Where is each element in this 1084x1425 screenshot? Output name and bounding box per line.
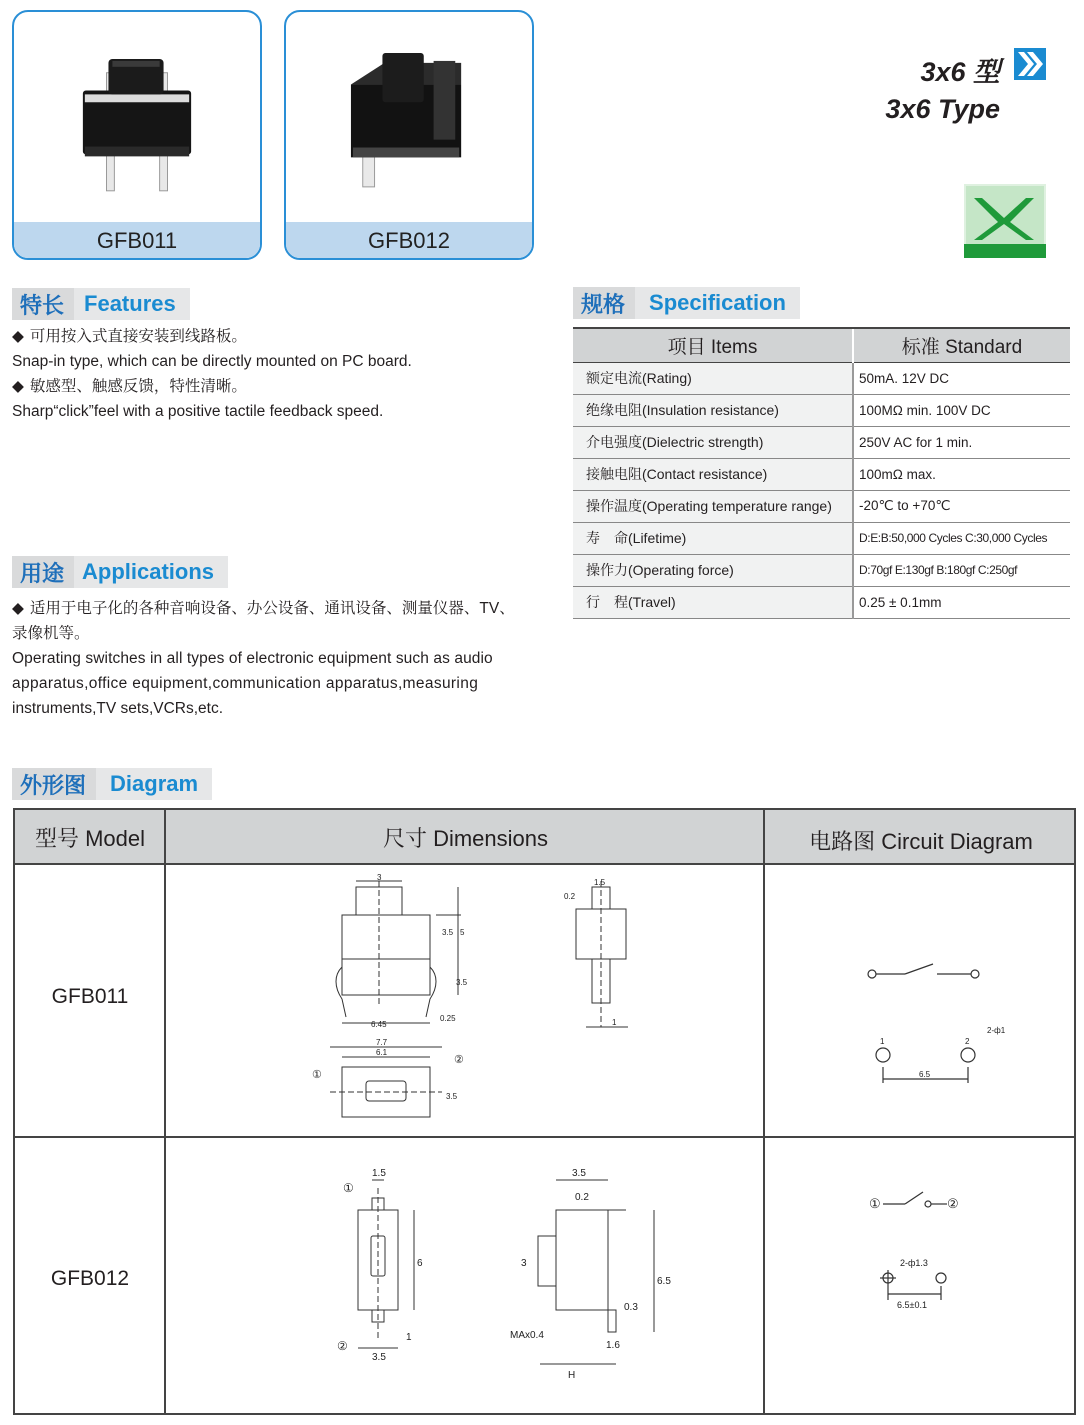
features-list bbox=[12, 324, 552, 424]
dim-label: 0.2 bbox=[575, 1192, 589, 1203]
pin-label: ② bbox=[337, 1339, 348, 1353]
table-row bbox=[573, 458, 1070, 490]
dim-label: 3.5 bbox=[442, 928, 454, 937]
dim-label: 3.5 bbox=[372, 1352, 386, 1363]
gfb012-caption: GFB012 bbox=[286, 222, 532, 258]
spec-value: 50mA. 12V DC bbox=[853, 362, 1070, 394]
circuit-label: 2-ф1 bbox=[987, 1026, 1006, 1035]
spec-value: D:70gf E:130gf B:180gf C:250gf bbox=[853, 554, 1070, 586]
spec-item: 操作温度(Operating temperature range) bbox=[573, 490, 853, 522]
dim-label: 0.3 bbox=[624, 1302, 638, 1313]
spec-heading-en: Specification bbox=[649, 290, 786, 315]
feature-2-zh: 敏感型、触感反馈，特性清晰。 bbox=[29, 378, 247, 395]
diagram-heading bbox=[12, 768, 212, 800]
table-row bbox=[573, 522, 1070, 554]
diagram-col-circuit: 电路图 Circuit Diagram bbox=[809, 829, 1033, 854]
dim-label: 0.2 bbox=[564, 892, 576, 901]
circuit-label: 1 bbox=[880, 1037, 885, 1046]
gfb012-photo bbox=[286, 12, 532, 224]
dim-label: 3.5 bbox=[456, 978, 468, 987]
feature-1-en: Snap-in type, which can be directly mounted on PC board. bbox=[12, 353, 412, 370]
dim-label: 1 bbox=[406, 1332, 412, 1343]
diamond-bullet-icon: ◆ bbox=[12, 378, 24, 395]
spec-heading-zh: 规格 bbox=[581, 291, 626, 317]
type-title-zh: 3x6 型 bbox=[920, 57, 1000, 87]
gfb012-dimension-drawing bbox=[166, 1138, 763, 1413]
gfb011-caption: GFB011 bbox=[14, 222, 260, 258]
table-row bbox=[573, 394, 1070, 426]
gfb011-circuit-diagram bbox=[765, 867, 1075, 1135]
gfb011-photo bbox=[14, 12, 260, 224]
diagram-heading-zh: 外形图 bbox=[20, 772, 87, 798]
spec-item: 绝缘电阻(Insulation resistance) bbox=[573, 394, 853, 426]
app-en-3: instruments,TV sets,VCRs,etc. bbox=[12, 700, 224, 717]
diagram-table bbox=[13, 808, 1076, 1415]
applications-heading bbox=[12, 556, 228, 588]
spec-item: 寿 命(Lifetime) bbox=[573, 522, 853, 554]
dim-label: 1.6 bbox=[606, 1340, 620, 1351]
feature-1-zh: 可用按入式直接安装到线路板。 bbox=[29, 328, 247, 345]
gfb011-dimension-drawing bbox=[166, 867, 763, 1135]
diagram-col-dimensions: 尺寸 Dimensions bbox=[382, 826, 549, 851]
pin-label: ① bbox=[312, 1069, 322, 1081]
app-zh-2: 录像机等。 bbox=[12, 625, 90, 642]
app-zh-1: 适用于电子化的各种音响设备、办公设备、通讯设备、测量仪器、TV、 bbox=[29, 600, 515, 617]
dim-label: H bbox=[568, 1370, 576, 1381]
table-row bbox=[573, 554, 1070, 586]
gfb012-circuit-diagram bbox=[765, 1138, 1075, 1413]
circuit-label: ② bbox=[947, 1196, 959, 1211]
double-chevron-right-icon bbox=[1014, 48, 1046, 80]
pin-label: ① bbox=[343, 1181, 354, 1195]
spec-item: 接触电阻(Contact resistance) bbox=[573, 458, 853, 490]
applications-heading-en: Applications bbox=[82, 559, 215, 584]
dim-label: MAx0.4 bbox=[510, 1330, 544, 1341]
features-heading-en: Features bbox=[84, 291, 176, 316]
spec-value: -20℃ to +70℃ bbox=[853, 490, 1070, 522]
specification-heading bbox=[573, 287, 800, 319]
spec-item: 操作力(Operating force) bbox=[573, 554, 853, 586]
table-row bbox=[573, 426, 1070, 458]
circuit-label: 6.5 bbox=[919, 1070, 931, 1079]
table-row bbox=[573, 490, 1070, 522]
pin-label: ② bbox=[454, 1054, 464, 1066]
spec-col-standard: 标准 Standard bbox=[853, 328, 1070, 362]
product-card-gfb011 bbox=[12, 10, 262, 260]
circuit-label: 2-ф1.3 bbox=[900, 1258, 928, 1268]
applications-heading-zh: 用途 bbox=[20, 560, 65, 586]
spec-value: 100MΩ min. 100V DC bbox=[853, 394, 1070, 426]
circuit-label: ① bbox=[869, 1196, 881, 1211]
dim-label: 3 bbox=[377, 873, 382, 882]
table-row bbox=[573, 586, 1070, 618]
app-en-2: apparatus,office equipment,communication apparatus,measuring bbox=[12, 675, 479, 692]
type-title-en: 3x6 Type bbox=[885, 94, 1000, 124]
spec-item: 介电强度(Dielectric strength) bbox=[573, 426, 853, 458]
dim-label: 6 bbox=[417, 1258, 423, 1269]
dim-label: 0.25 bbox=[440, 1014, 456, 1023]
specification-table bbox=[573, 327, 1070, 619]
features-heading-zh: 特长 bbox=[20, 292, 65, 318]
dim-label: 1.5 bbox=[372, 1168, 386, 1179]
product-card-gfb012 bbox=[284, 10, 534, 260]
dim-label: 1.5 bbox=[594, 878, 606, 887]
spec-value: 250V AC for 1 min. bbox=[853, 426, 1070, 458]
dim-label: 6.1 bbox=[376, 1048, 388, 1057]
diagram-col-model: 型号 Model bbox=[34, 826, 146, 851]
dim-label: 1 bbox=[612, 1018, 617, 1027]
features-heading bbox=[12, 288, 190, 320]
spec-col-items: 项目 Items bbox=[573, 328, 853, 362]
app-en-1: Operating switches in all types of electronic equipment such as audio bbox=[12, 650, 493, 667]
circuit-label: 2 bbox=[965, 1037, 970, 1046]
spec-item: 额定电流(Rating) bbox=[573, 362, 853, 394]
dim-label: 6.5 bbox=[657, 1276, 671, 1287]
feature-2-en: Sharp“click”feel with a positive tactile feedback speed. bbox=[12, 403, 384, 420]
diagram-heading-en: Diagram bbox=[110, 771, 199, 796]
diagram-model-gfb012: GFB012 bbox=[50, 1267, 130, 1290]
dim-label: 7.7 bbox=[376, 1038, 388, 1047]
dim-label: 3.5 bbox=[572, 1168, 586, 1179]
applications-text bbox=[12, 596, 536, 721]
diamond-bullet-icon: ◆ bbox=[12, 328, 24, 345]
dim-label: 6.45 bbox=[371, 1020, 387, 1029]
diamond-bullet-icon: ◆ bbox=[12, 600, 24, 617]
dim-label: 3.5 bbox=[446, 1092, 458, 1101]
dim-label: 3 bbox=[521, 1258, 527, 1269]
dim-label: 5 bbox=[460, 928, 465, 937]
rohs-compliant-icon bbox=[964, 184, 1046, 258]
spec-value: D:E:B:50,000 Cycles C:30,000 Cycles bbox=[853, 522, 1070, 554]
diagram-model-gfb011: GFB011 bbox=[51, 985, 129, 1008]
spec-item: 行 程(Travel) bbox=[573, 586, 853, 618]
spec-value: 0.25 ± 0.1mm bbox=[853, 586, 1070, 618]
circuit-label: 6.5±0.1 bbox=[897, 1300, 927, 1310]
table-row bbox=[573, 362, 1070, 394]
spec-value: 100mΩ max. bbox=[853, 458, 1070, 490]
